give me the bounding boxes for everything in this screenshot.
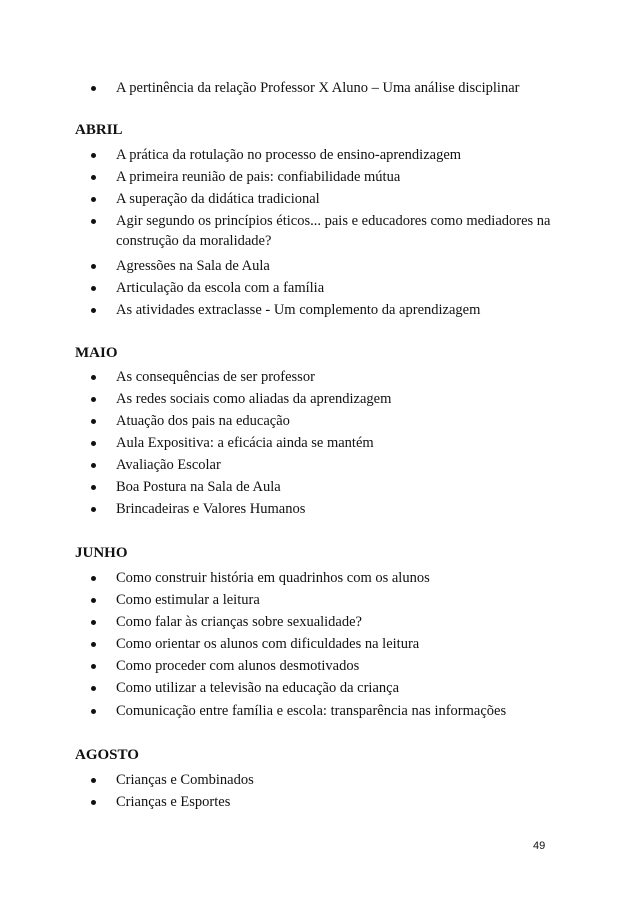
section-heading: ABRIL (75, 122, 123, 138)
item-text: Crianças e Combinados (116, 772, 254, 788)
item-text: A prática da rotulação no processo de ensino-aprendizagem (116, 147, 462, 163)
section-heading: AGOSTO (75, 747, 139, 763)
item-text: Como utilizar a televisão na educação da criança (116, 680, 400, 696)
bullet-icon (91, 419, 96, 424)
bullet-icon (91, 197, 96, 202)
item-text: Avaliação Escolar (116, 457, 221, 473)
bullet-icon (91, 463, 96, 468)
bullet-icon (91, 264, 96, 269)
bullet-icon (91, 441, 96, 446)
item-text: Agressões na Sala de Aula (116, 258, 270, 274)
section-heading: MAIO (75, 345, 118, 361)
item-text: Atuação dos pais na educação (116, 413, 290, 429)
bullet-icon (91, 397, 96, 402)
bullet-icon (91, 507, 96, 512)
bullet-icon (91, 800, 96, 805)
bullet-icon (91, 86, 96, 91)
bullet-icon (91, 576, 96, 581)
item-text: A primeira reunião de pais: confiabilidade mútua (116, 169, 401, 185)
bullet-icon (91, 598, 96, 603)
item-text: Boa Postura na Sala de Aula (116, 479, 281, 495)
bullet-icon (91, 175, 96, 180)
item-text: Aula Expositiva: a eficácia ainda se mantém (116, 435, 374, 451)
bullet-icon (91, 485, 96, 490)
item-text: Comunicação entre família e escola: transparência nas informações (116, 703, 507, 719)
bullet-icon (91, 642, 96, 647)
item-text: Como orientar os alunos com dificuldades na leitura (116, 636, 420, 652)
bullet-icon (91, 308, 96, 313)
bullet-icon (91, 153, 96, 158)
bullet-icon (91, 709, 96, 714)
page-number: 49 (533, 840, 546, 852)
bullet-icon (91, 375, 96, 380)
item-text: Agir segundo os princípios éticos... pais e educadores como mediadores na construção da moralidade? (116, 213, 551, 249)
item-text: A superação da didática tradicional (116, 191, 320, 207)
item-text: Como proceder com alunos desmotivados (116, 658, 360, 674)
bullet-icon (91, 219, 96, 224)
item-text: Como construir história em quadrinhos com os alunos (116, 570, 430, 586)
item-text: As consequências de ser professor (116, 369, 315, 385)
bullet-icon (91, 686, 96, 691)
item-text: As atividades extraclasse - Um complemento da aprendizagem (116, 302, 481, 318)
bullet-icon (91, 286, 96, 291)
bullet-icon (91, 664, 96, 669)
item-text: Articulação da escola com a família (116, 280, 325, 296)
section-heading: JUNHO (75, 545, 128, 561)
item-text: As redes sociais como aliadas da aprendizagem (116, 391, 392, 407)
item-text: Brincadeiras e Valores Humanos (116, 501, 306, 517)
item-text: Crianças e Esportes (116, 794, 231, 810)
item-text: A pertinência da relação Professor X Aluno – Uma análise disciplinar (116, 80, 520, 96)
item-text: Como estimular a leitura (116, 592, 260, 608)
bullet-icon (91, 778, 96, 783)
bullet-icon (91, 620, 96, 625)
item-text: Como falar às crianças sobre sexualidade? (116, 614, 362, 630)
